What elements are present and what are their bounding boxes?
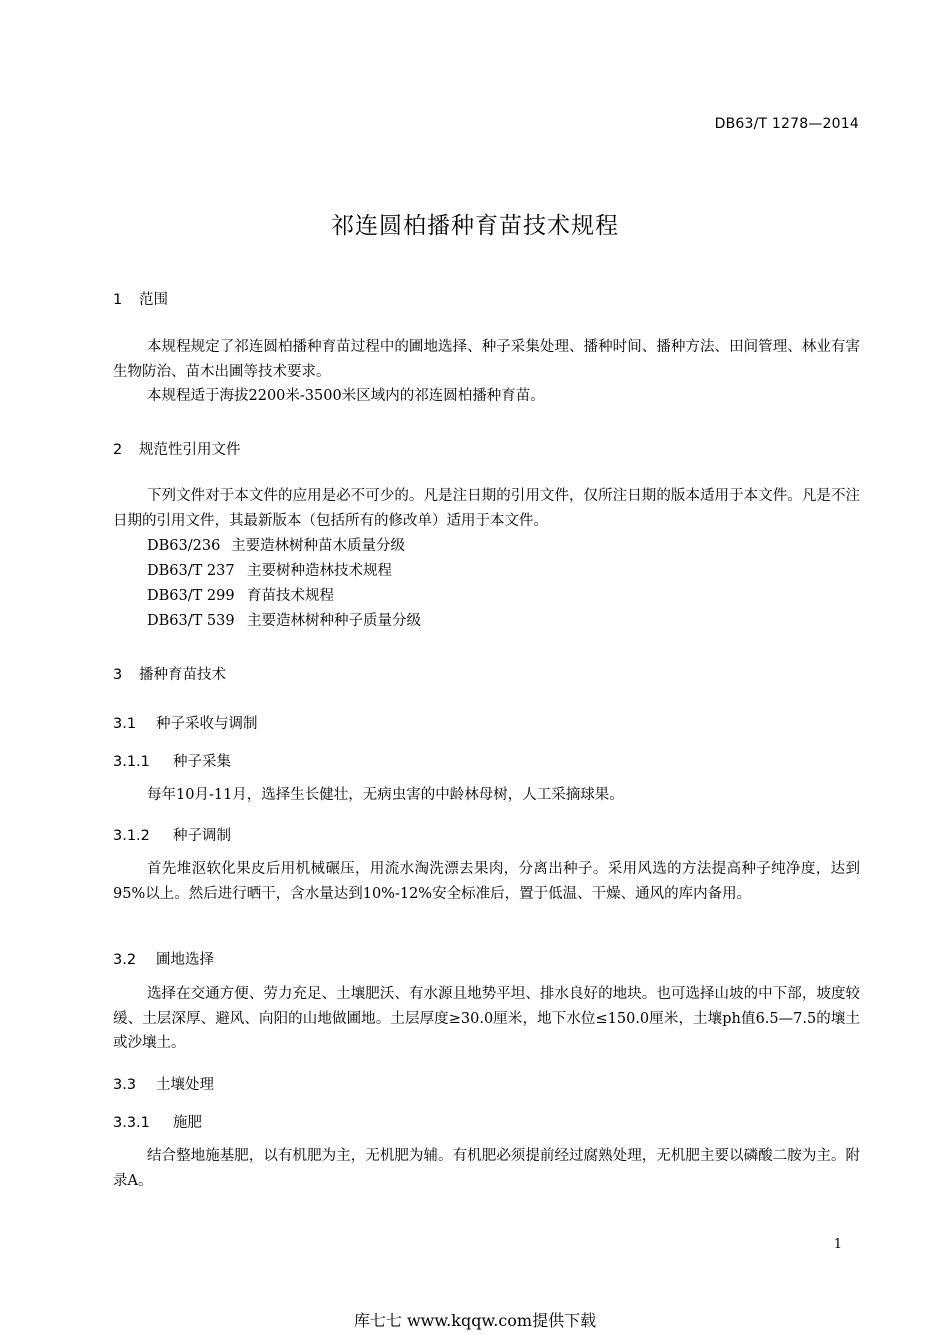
document-title: 祁连圆柏播种育苗技术规程 [331, 213, 619, 239]
paragraph: 结合整地施基肥，以有机肥为主，无机肥为辅。有机肥必须提前经过腐熟处理，无机肥主要以磷酸二胺为主。附录A。 [113, 1148, 860, 1189]
reference-title: 主要造林树种苗木质量分级 [231, 538, 405, 554]
paragraph: 首先堆沤软化果皮后用机械碾压，用流水淘洗漂去果肉，分离出种子。采用风选的方法提高种子纯净度，达到95%以上。然后进行晒干，含水量达到10%-12%安全标准后，置于低温、干燥、通风的库内备用。 [113, 861, 860, 902]
subsection-heading [113, 1111, 202, 1132]
document-code: DB63/T 1278—2014 [714, 116, 859, 132]
section-heading [113, 288, 168, 309]
reference-item [147, 559, 392, 580]
footer-watermark: 库七七 www.kqqw.com提供下载 [353, 1311, 597, 1330]
section-number: 3.2 [113, 952, 137, 968]
paragraph: 每年10月-11月，选择生长健壮，无病虫害的中龄林母树，人工采摘球果。 [147, 787, 624, 803]
reference-code: DB63/T 539 [147, 613, 235, 629]
section-number: 3 [113, 667, 123, 683]
section-number: 3.1 [113, 716, 137, 732]
reference-item [147, 609, 421, 630]
section-number: 3.3.1 [113, 1115, 150, 1131]
section-title: 种子采收与调制 [156, 716, 258, 732]
section-title: 规范性引用文件 [139, 442, 241, 458]
reference-title: 主要树种造林技术规程 [247, 563, 392, 579]
paragraph: 本规程规定了祁连圆柏播种育苗过程中的圃地选择、种子采集处理、播种时间、播种方法、田间管理、林业有害生物防治、苗木出圃等技术要求。 [113, 339, 860, 380]
section-title: 种子采集 [173, 754, 231, 770]
reference-title: 主要造林树种种子质量分级 [247, 613, 421, 629]
section-number: 3.1.2 [113, 828, 150, 844]
reference-item [147, 534, 405, 555]
subsection-heading [113, 750, 231, 771]
section-number: 2 [113, 442, 123, 458]
section-title: 土壤处理 [156, 1077, 214, 1093]
section-title: 圃地选择 [156, 952, 214, 968]
section-number: 1 [113, 292, 123, 308]
section-title: 范围 [139, 292, 168, 308]
subsection-heading [113, 1073, 214, 1094]
section-title: 播种育苗技术 [139, 667, 226, 683]
reference-code: DB63/236 [147, 538, 221, 554]
section-title: 种子调制 [173, 828, 231, 844]
paragraph: 本规程适于海拔2200米-3500米区域内的祁连圆柏播种育苗。 [147, 388, 545, 404]
section-heading [113, 663, 226, 684]
section-number: 3.3 [113, 1077, 137, 1093]
reference-title: 育苗技术规程 [247, 588, 334, 604]
section-number: 3.1.1 [113, 754, 150, 770]
subsection-heading [113, 824, 231, 845]
page-number: 1 [833, 1237, 842, 1252]
paragraph: 选择在交通方便、劳力充足、土壤肥沃、有水源且地势平坦、排水良好的地块。也可选择山坡的中下部，坡度较缓、土层深厚、避风、向阳的山地做圃地。土层厚度≥30.0厘米，地下水位≤150.0厘米，土壤ph值6.5—7.5的壤土或沙壤土。 [113, 986, 860, 1051]
reference-item [147, 584, 334, 605]
section-heading [113, 438, 241, 459]
subsection-heading [113, 712, 258, 733]
reference-code: DB63/T 237 [147, 563, 235, 579]
reference-code: DB63/T 299 [147, 588, 235, 604]
subsection-heading [113, 948, 214, 969]
paragraph: 下列文件对于本文件的应用是必不可少的。凡是注日期的引用文件，仅所注日期的版本适用于本文件。凡是不注日期的引用文件，其最新版本（包括所有的修改单）适用于本文件。 [113, 488, 860, 529]
section-title: 施肥 [173, 1115, 202, 1131]
